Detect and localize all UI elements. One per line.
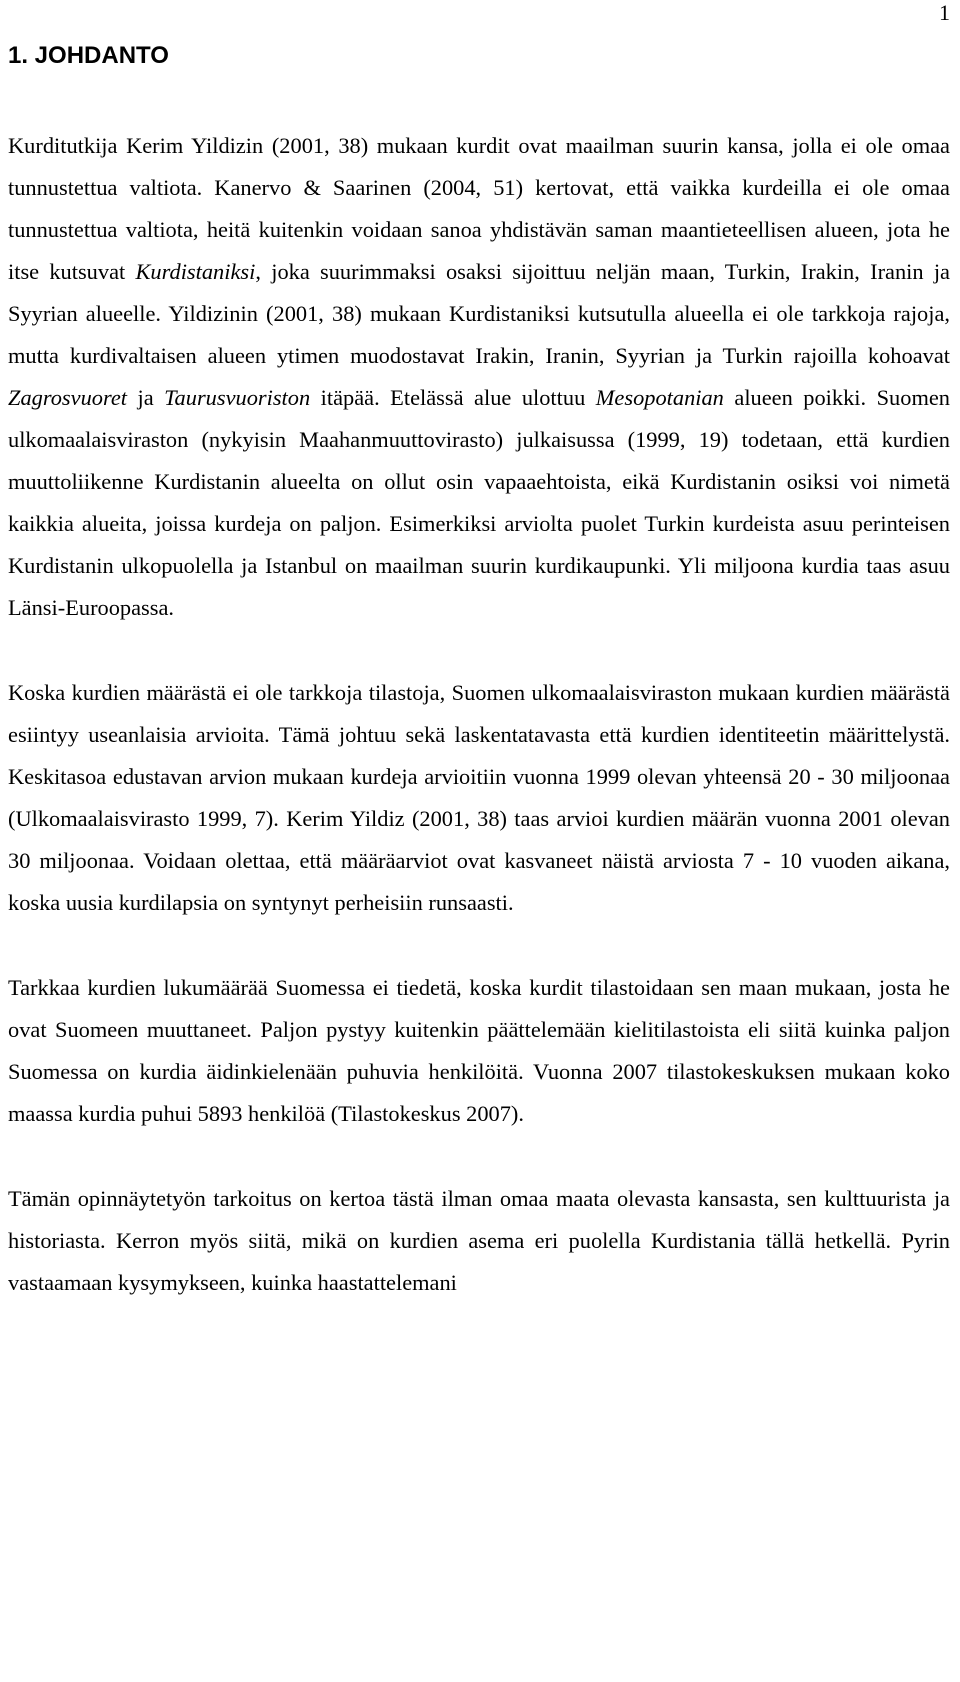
text-run: Tämän opinnäytetyön tarkoitus on kertoa tästä ilman omaa maata olevasta kansasta, sen kulttuurista ja historiasta. Kerron myös siitä, mikä on kurdien asema eri puolella Kurdistania tällä hetkellä. Pyrin vastaamaan kysymykseen, kuinka haastattelemani [8,1186,950,1295]
italic-term-zagrosvuoret: Zagrosvuoret [8,385,128,410]
paragraph-4 [8,1178,950,1304]
paragraph-2 [8,672,950,924]
italic-term-mesopotanian: Mesopotanian [595,385,724,410]
text-run: Tarkkaa kurdien lukumäärää Suomessa ei tiedetä, koska kurdit tilastoidaan sen maan mukaan, josta he ovat Suomeen muuttaneet. Paljon pystyy kuitenkin päättelemään kielitilastoista eli siitä kuinka paljon Suomessa on kurdia äidinkielenään puhuvia henkilöitä. Vuonna 2007 tilastokeskuksen mukaan koko maassa kurdia puhui 5893 henkilöä (Tilastokeskus 2007). [8,975,950,1126]
text-run: Koska kurdien määrästä ei ole tarkkoja tilastoja, Suomen ulkomaalaisviraston mukaan kurdien määrästä esiintyy useanlaisia arvioita. Tämä johtuu sekä laskentatavasta että kurdien identiteetin määrittelystä. Keskitasoa edustavan arvion mukaan kurdeja arvioitiin vuonna 1999 olevan yhteensä 20 - 30 miljoonaa (Ulkomaalaisvirasto 1999, 7). Kerim Yildiz (2001, 38) taas arvioi kurdien määrän vuonna 2001 olevan 30 miljoonaa. Voidaan olettaa, että määräarviot ovat kasvaneet näistä arviosta 7 - 10 vuoden aikana, koska uusia kurdilapsia on syntynyt perheisiin runsaasti. [8,680,950,915]
body-text [8,125,950,1304]
italic-term-kurdistaniksi: Kurdistaniksi [135,259,256,284]
text-run: ja [127,385,165,410]
paragraph-3 [8,967,950,1135]
paragraph-1 [8,125,950,629]
text-run: alueen poikki. Suomen ulkomaalaisviraston (nykyisin Maahanmuuttovirasto) julkaisussa (1999, 19) todetaan, että kurdien muuttoliikenne Kurdistanin alueelta on ollut osin vapaaehtoista, eikä Kurdistanin osiksi voi nimetä kaikkia alueita, joissa kurdeja on paljon. Esimerkiksi arviolta puolet Turkin kurdeista asuu perinteisen Kurdistanin ulkopuolella ja Istanbul on maailman suurin kurdikaupunki. Yli miljoona kurdia taas asuu Länsi-Euroopassa. [8,385,950,620]
text-run: itäpää. Etelässä alue ulottuu [310,385,596,410]
italic-term-taurusvuoriston: Taurusvuoriston [164,385,311,410]
page-number: 1 [939,0,950,25]
chapter-heading: 1. JOHDANTO [8,42,169,69]
text-run: Kurditutkija Kerim Yildizin (2001, 38) mukaan kurdit ovat maailman suurin kansa, jolla ei ole omaa tunnustettua valtiota. Kanervo & Saarinen (2004, 51) kertovat, että vaikka kurdeilla ei ole omaa tunnustettua valtiota, heitä kuitenkin voidaan sanoa yhdistävän saman maantieteellisen alueen, jota he itse kutsuvat [8,133,950,284]
text-run: , joka suurimmaksi osaksi sijoittuu neljän maan, Turkin, Irakin, Iranin ja Syyrian alueelle. Yildizinin (2001, 38) mukaan Kurdistaniksi kutsutulla alueella ei ole tarkkoja rajoja, mutta kurdivaltaisen alueen ytimen muodostavat Irakin, Iranin, Syyrian ja Turkin rajoilla kohoavat [8,259,950,368]
